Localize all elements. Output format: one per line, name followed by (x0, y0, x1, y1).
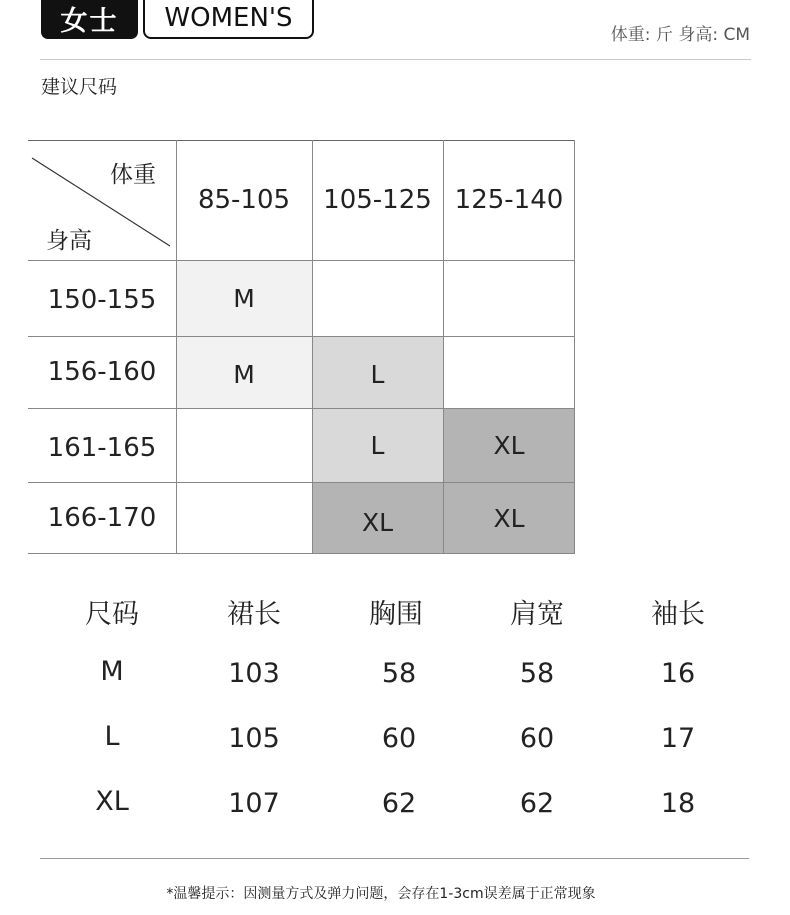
table-header: 胸围 (369, 599, 423, 630)
table-header: 裙长 (227, 599, 281, 630)
size-cell (443, 336, 575, 408)
table-cell: 60 (381, 723, 417, 754)
size-cell: XL (443, 408, 575, 482)
table-cell: 62 (381, 788, 417, 819)
size-cell (176, 408, 312, 482)
weight-axis-label: 体重 (110, 162, 156, 188)
weight-header: 125-140 (454, 185, 564, 215)
height-label: 166-170 (47, 503, 157, 533)
women-badge: 女士 (41, 0, 138, 39)
size-cell: XL (443, 482, 575, 554)
table-header: 尺码 (85, 599, 139, 630)
table-cell: 103 (228, 658, 280, 689)
size-recommendation-grid (28, 140, 575, 554)
height-label: 156-160 (47, 357, 157, 387)
grid-line (176, 140, 177, 554)
size-cell: M (176, 260, 312, 336)
top-divider (40, 59, 751, 60)
table-header: 肩宽 (510, 599, 564, 630)
table-cell: 60 (519, 723, 555, 754)
table-header: 袖长 (651, 599, 705, 630)
grid-line (28, 553, 575, 554)
size-cell (312, 260, 443, 336)
size-cell (443, 260, 575, 336)
grid-line (312, 140, 313, 554)
height-axis-label: 身高 (46, 228, 92, 254)
footnote: *温馨提示：因测量方式及弹力问题，会存在1-3cm误差属于正常现象 (166, 886, 596, 902)
table-cell: 58 (381, 658, 417, 689)
grid-line (28, 140, 575, 141)
size-cell: XL (312, 482, 443, 554)
table-cell: M (100, 656, 124, 687)
grid-line (28, 260, 575, 261)
table-cell: 16 (660, 658, 696, 689)
height-label: 161-165 (47, 433, 157, 463)
table-cell: 105 (228, 723, 280, 754)
table-cell: 107 (228, 788, 280, 819)
bottom-divider (40, 858, 749, 859)
height-label: 150-155 (47, 285, 157, 315)
grid-line (443, 140, 444, 554)
size-cell: L (312, 408, 443, 482)
size-cell: L (312, 336, 443, 408)
womens-label: WOMEN'S (143, 0, 314, 39)
table-cell: L (104, 721, 120, 752)
grid-line (574, 140, 575, 554)
table-cell: 58 (519, 658, 555, 689)
table-cell: 62 (519, 788, 555, 819)
table-cell: 18 (660, 788, 696, 819)
table-cell: 17 (660, 723, 696, 754)
grid-line (28, 482, 575, 483)
grid-line (28, 336, 575, 337)
grid-line (28, 408, 575, 409)
weight-header: 105-125 (323, 185, 432, 215)
weight-header: 85-105 (197, 185, 291, 215)
size-cell: M (176, 336, 312, 408)
units-label: 体重: 斤 身高: CM (610, 25, 750, 45)
section-title: 建议尺码 (41, 76, 118, 98)
table-cell: XL (95, 786, 129, 817)
size-cell (176, 482, 312, 554)
